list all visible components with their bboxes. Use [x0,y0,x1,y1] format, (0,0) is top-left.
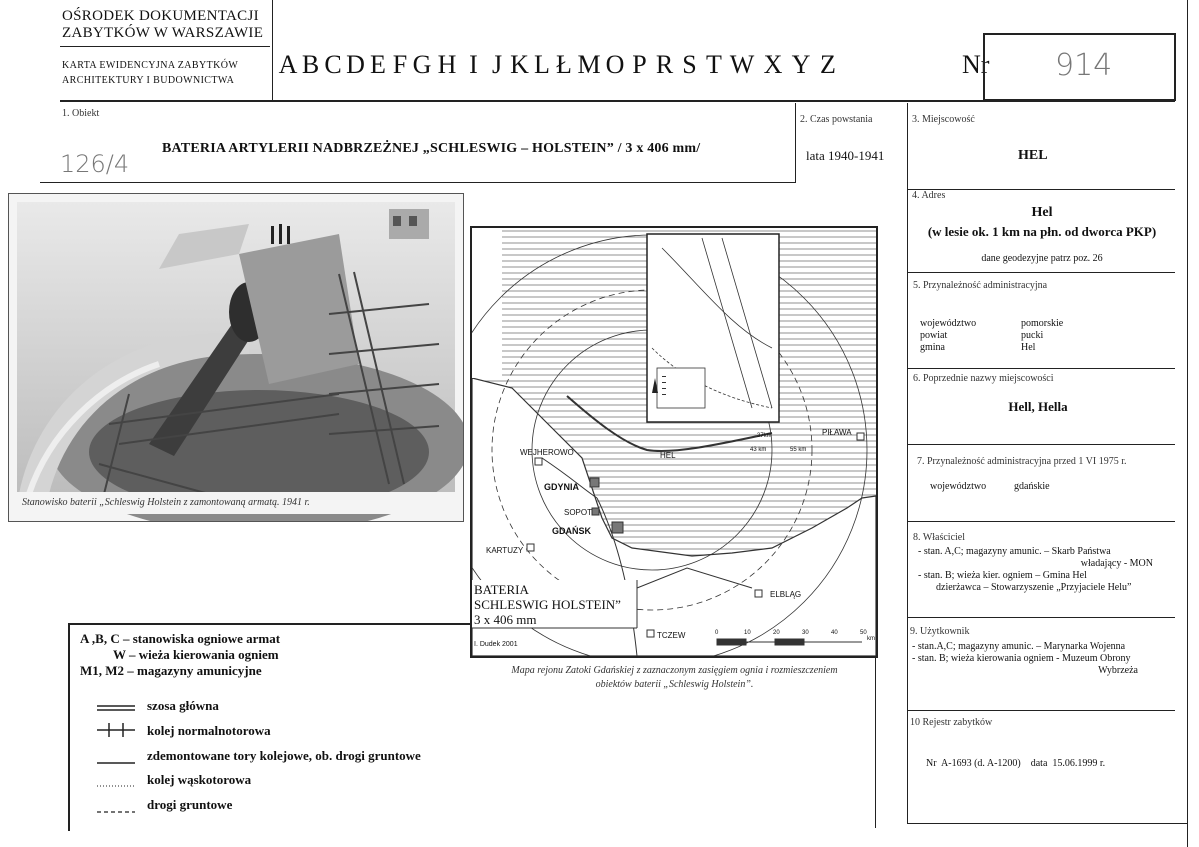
org-line2: ZABYTKÓW W WARSZAWIE [62,25,264,41]
legend-dismantled [97,753,137,771]
rejestr-nr-value: A-1693 (d. A-1200) [941,758,1021,769]
admin-key: gmina [920,342,945,353]
admin-key: powiat [920,330,948,341]
index-letter: R [655,50,674,79]
map-distance: 37km [757,433,772,439]
index-letter: B [301,50,320,79]
map-scale-unit: km [867,636,875,642]
nr-label: Nr [962,50,990,79]
nr-handwritten: 914 [1055,48,1113,83]
rejestr-row [926,758,1105,769]
index-letter: T [706,50,722,79]
map-caption-line1: Mapa rejonu Zatoki Gdańskiej z zaznaczonym zasięgiem ognia i rozmieszczeniem [511,665,838,676]
map-title-box [474,582,621,627]
rejestr-data-label: data [1030,758,1048,769]
narrow-gauge-symbol [97,783,137,789]
legend-item: zdemontowane tory kolejowe, ob. drogi gruntowe [147,748,421,763]
map-scale-labels [717,630,877,640]
index-letter: H [437,50,457,79]
legend-line: W – wieża kierowania ogniem [113,647,279,662]
map-scale-tick-label: 50 [860,630,867,636]
legend-narrow-gauge [97,776,137,794]
main-road-symbol [97,703,137,713]
wlasciciel-text [918,546,1173,594]
railway-symbol [97,720,137,740]
divider [272,0,273,100]
czas-label: 2. Czas powstania [800,114,873,125]
legend-main-road [97,700,137,718]
rejestr-nr-label: Nr [926,758,937,769]
divider [907,444,1175,445]
obiekt-label: 1. Obiekt [62,108,100,119]
map-label-elblag: ELBLĄG [770,590,802,599]
dirt-road-symbol [97,809,137,815]
legend-line: A ,B, C – stanowiska ogniowe armat [80,631,281,646]
index-letter: X [763,50,783,79]
wlasciciel-line: - stan. B; wieża kier. ogniem – Gmina Hel [918,570,1087,581]
map-label-kartuzy: KARTUZY [486,546,524,555]
index-letter: E [370,50,386,79]
wlasciciel-line: dzierżawca – Stowarzyszenie „Przyjaciele Helu” [936,582,1132,593]
przynaleznosc-keys [920,318,976,354]
map-label-pilawa: PIŁAWA [822,428,852,437]
org-line1: OŚRODEK DOKUMENTACJI [62,8,259,24]
uzytkownik-label: 9. Użytkownik [910,626,970,637]
uzytkownik-line: Wybrzeża [1098,665,1138,676]
legend-line: M1, M2 – magazyny amunicyjne [80,663,262,678]
map-label-tczew: TCZEW [657,631,686,640]
przed1975-label: 7. Przynależność administracyjna przed 1 VI 1975 r. [917,456,1127,467]
map-label-hel: HEL [660,451,676,460]
dismantled-track-symbol [97,760,137,766]
admin-value: Hel [1021,342,1036,353]
obiekt-handwritten: 126/4 [60,150,130,178]
index-letter: Y [791,50,811,79]
divider [40,182,795,183]
map-scale-tick-label: 40 [831,630,838,636]
battery-photo-image [9,194,463,521]
admin-key: województwo [920,318,977,329]
map-scale-tick-label: 10 [744,630,751,636]
page-edge [1187,0,1188,847]
card-type-line2: ARCHITEKTURY I BUDOWNICTWA [62,75,235,86]
legend-item: szosa główna [147,698,219,713]
adres-line3: dane geodezyjne patrz poz. 26 [981,253,1103,264]
adres-label: 4. Adres [912,190,946,201]
uzytkownik-line: - stan. B; wieża kierowania ogniem - Muzeum Obrony [912,653,1131,664]
admin-value: pomorskie [1021,318,1064,329]
header-rule [60,100,1175,102]
index-letter: K [510,50,529,79]
bay-map [470,226,878,658]
index-letter: Z [820,50,836,79]
map-distance: 43 km [750,447,767,453]
divider [907,710,1175,711]
divider [907,272,1175,273]
uzytkownik-line: - stan.A,C; magazyny amunic. – Marynarka Wojenna [912,641,1126,652]
divider [907,368,1175,369]
rejestr-data-value: 15.06.1999 r. [1052,758,1106,769]
index-letters [277,50,842,80]
przynaleznosc-values [1021,318,1063,354]
wlasciciel-label: 8. Właściciel [913,532,966,543]
index-letter: O [605,50,625,79]
adres-line2: (w lesie ok. 1 km na płn. od dworca PKP) [927,224,1157,239]
map-scale-tick-label: 20 [773,630,780,636]
index-letter: W [729,50,755,79]
card-type [62,58,238,88]
index-letter: J [491,50,503,79]
legend-item: kolej normalnotorowa [147,723,271,738]
index-letter: M [577,50,601,79]
miejscowosc-value: HEL [1018,148,1048,163]
divider [875,658,876,828]
index-letter: F [392,50,408,79]
divider [907,521,1175,522]
legend-dirt-road [97,802,137,820]
map-distance: 55 km [790,447,807,453]
divider [795,103,796,183]
map-scale-tick-label: 0 [715,630,719,636]
wlasciciel-line: - stan. A,C; magazyny amunic. – Skarb Państwa [918,546,1111,557]
map-label-wejherowo: WEJHEROWO [520,448,574,457]
map-title-line: 3 x 406 mm [474,612,537,627]
map-scale-tick-label: 30 [802,630,809,636]
legend-railway [97,720,137,745]
index-letter: G [412,50,432,79]
obiekt-title: BATERIA ARTYLERII NADBRZEŻNEJ „SCHLESWIG – HOLSTEIN” / 3 x 406 mm/ [162,141,701,156]
legend-symbols [80,631,280,679]
org-name [62,8,263,42]
adres-line1: Hel [1031,205,1053,220]
map-title-line: SCHLESWIG HOLSTEIN” [474,597,621,612]
index-letter: C [324,50,342,79]
divider [907,189,1175,190]
index-letter: P [632,50,647,79]
rejestr-label: 10 Rejestr zabytków [910,717,993,728]
admin-value: pucki [1021,330,1044,341]
battery-photo [8,193,464,522]
czas-value: lata 1940-1941 [806,148,885,163]
miejscowosc-label: 3. Miejscowość [912,114,975,125]
map-label-sopot: SOPOT [564,508,593,517]
przynaleznosc-label: 5. Przynależność administracyjna [913,280,1048,291]
map-label-gdynia: GDYNIA [544,482,580,492]
index-letter: I [469,50,478,79]
photo-caption: Stanowisko baterii „Schleswig Holstein z zamontowaną armatą. 1941 r. [22,497,310,508]
index-letter: A [278,50,298,79]
poprzednie-label: 6. Poprzednie nazwy miejscowości [913,373,1054,384]
index-letter: L [534,50,550,79]
divider [907,823,1187,824]
map-label-gdansk: GDAŃSK [552,526,592,536]
legend-item: kolej wąskotorowa [147,772,252,787]
divider [907,617,1175,618]
poprzednie-value: Hell, Hella [1008,399,1068,414]
map-caption [472,664,877,692]
wlasciciel-line: władający - MON [1080,558,1153,569]
index-letter: Ł [556,50,572,79]
legend-item: drogi gruntowe [147,797,233,812]
przed1975-value: gdańskie [1014,481,1050,492]
card-type-line1: KARTA EWIDENCYJNA ZABYTKÓW [62,60,239,71]
index-letter: S [682,50,697,79]
map-caption-line2: obiektów baterii „Schleswig Holstein”. [595,679,754,690]
przed1975-key: województwo [930,481,987,492]
divider [60,46,270,47]
map-author: I. Dudek 2001 [474,641,518,648]
uzytkownik-text [912,641,1174,677]
map-title-line: BATERIA [474,582,529,597]
index-letter: D [346,50,365,79]
